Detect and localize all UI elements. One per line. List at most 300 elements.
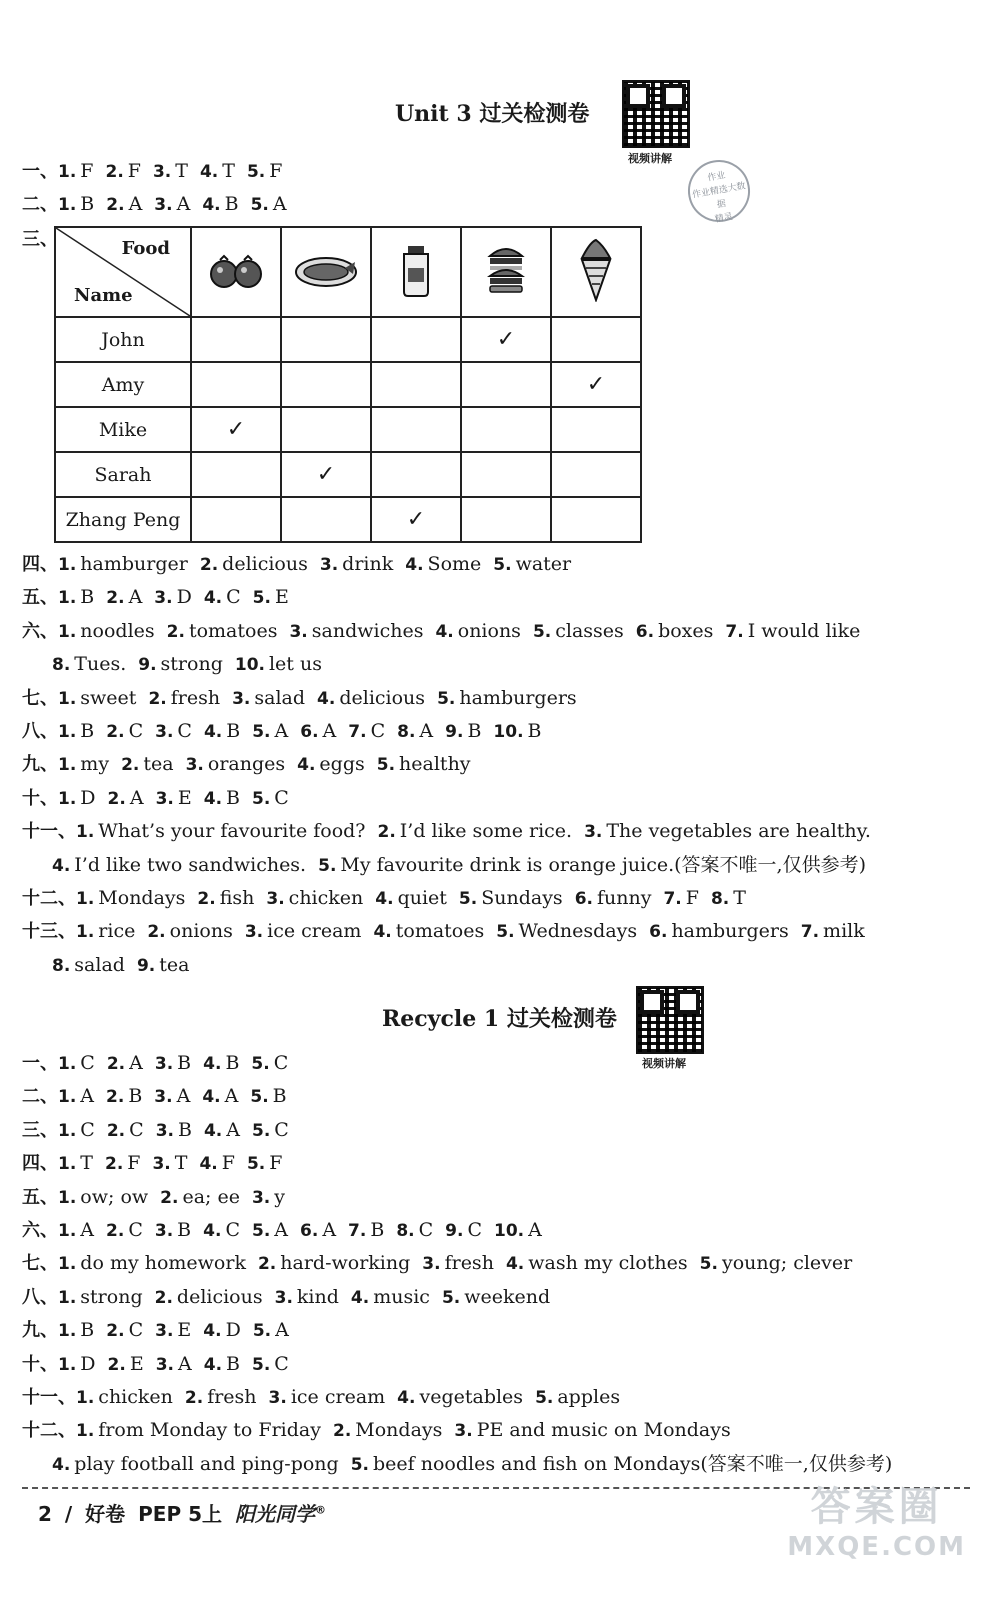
answer-line	[22, 1182, 297, 1212]
item-answer: fresh	[444, 1252, 494, 1275]
item-number: 1.	[58, 588, 77, 609]
item-number: 1.	[58, 1287, 77, 1308]
question-lead: 三、	[22, 1119, 58, 1141]
item-answer: A	[129, 786, 144, 809]
item-number: 2.	[154, 1287, 173, 1308]
item-answer: T	[733, 887, 746, 909]
check-cell	[551, 452, 641, 497]
item-answer: T	[174, 1152, 188, 1175]
question-lead: 四、	[22, 554, 58, 575]
item-number: 1.	[58, 1221, 77, 1241]
header-name: Name	[74, 285, 133, 306]
check-cell	[551, 317, 641, 362]
check-cell	[191, 452, 281, 497]
answer-item	[506, 1252, 688, 1274]
check-cell: ✓	[281, 452, 371, 497]
check-cell: ✓	[191, 407, 281, 452]
question-lead: 一、	[22, 161, 58, 182]
item-number: 6.	[300, 1221, 319, 1241]
item-number: 3.	[266, 889, 285, 909]
item-number: 3.	[454, 1421, 473, 1442]
item-answer: tomatoes	[188, 619, 278, 642]
item-number: 4.	[203, 588, 223, 609]
answer-item	[203, 1319, 241, 1341]
item-number: 5.	[350, 1454, 369, 1475]
check-cell	[281, 497, 371, 542]
answer-item	[58, 1085, 94, 1107]
item-answer: B	[226, 786, 240, 809]
answer-item	[200, 160, 235, 182]
item-answer: eggs	[319, 753, 365, 776]
item-number: 4.	[52, 855, 71, 876]
check-cell	[551, 407, 641, 452]
item-answer: A	[275, 1319, 289, 1342]
answer-item	[351, 1286, 430, 1308]
answer-item	[204, 1119, 240, 1141]
question-lead: 一、	[22, 1053, 58, 1074]
item-answer: sandwiches	[311, 619, 424, 642]
answer-item	[437, 687, 577, 709]
answer-item	[58, 1152, 93, 1174]
item-number: 5.	[251, 1221, 271, 1241]
question-lead: 三、	[22, 229, 58, 250]
ice-cream-icon	[576, 238, 616, 302]
answer-item	[148, 687, 220, 709]
answer-item	[58, 1286, 143, 1308]
item-number: 5.	[496, 922, 515, 943]
item-number: 2.	[332, 1421, 352, 1442]
item-answer: Mondays	[355, 1419, 443, 1442]
item-number: 4.	[203, 1354, 223, 1375]
item-answer: onions	[457, 619, 521, 642]
item-number: 3.	[289, 621, 308, 642]
item-number: 4.	[397, 1388, 416, 1408]
item-number: 6.	[574, 889, 593, 909]
item-number: 4.	[203, 1120, 223, 1141]
answer-item	[333, 1419, 442, 1441]
answer-item	[253, 586, 289, 608]
question-lead: 十一、	[22, 1387, 76, 1408]
item-number: 3.	[185, 755, 204, 776]
item-answer: delicious	[176, 1285, 263, 1308]
question-lead: 六、	[22, 1220, 58, 1241]
item-number: 3.	[232, 688, 251, 709]
answer-item	[58, 1119, 95, 1141]
item-number: 6.	[300, 722, 319, 742]
answer-item	[58, 687, 136, 709]
answer-line	[22, 1382, 632, 1412]
answer-item	[106, 1219, 143, 1241]
book-edition: PEP 5上	[138, 1502, 222, 1526]
item-number: 3.	[422, 1254, 441, 1275]
item-answer: Wednesdays	[518, 920, 638, 943]
answer-item	[156, 787, 192, 809]
answer-item	[200, 553, 308, 575]
answer-item	[154, 193, 190, 215]
qr-code-icon[interactable]	[636, 986, 704, 1054]
question-lead: 六、	[22, 620, 58, 642]
item-answer: C	[370, 720, 386, 742]
item-number: 1.	[58, 1087, 77, 1108]
item-number: 4.	[203, 1321, 222, 1342]
answer-item	[153, 160, 188, 182]
answer-item	[76, 1386, 173, 1408]
answer-item	[58, 586, 94, 608]
item-answer: A	[419, 720, 434, 742]
name-cell: John	[55, 317, 191, 362]
table-row	[55, 497, 641, 542]
check-cell	[281, 407, 371, 452]
name-cell: Zhang Peng	[55, 497, 191, 542]
answer-item	[351, 1453, 893, 1475]
item-answer: apples	[557, 1386, 621, 1408]
answer-item	[58, 753, 109, 775]
item-number: 1.	[76, 889, 95, 909]
answer-item	[204, 720, 240, 742]
answer-item	[247, 160, 282, 182]
answer-item	[108, 787, 144, 809]
stamp-text: 精灵	[714, 212, 734, 226]
answer-item	[649, 920, 789, 942]
item-answer: B	[224, 193, 239, 215]
item-number: 8.	[52, 655, 71, 676]
item-answer: fresh	[207, 1386, 257, 1408]
item-number: 4.	[375, 889, 394, 909]
check-cell	[281, 362, 371, 407]
item-number: 4.	[202, 1087, 221, 1108]
item-answer: F	[269, 160, 283, 182]
table-header-row	[55, 227, 641, 317]
item-answer: salad	[74, 953, 125, 976]
item-answer: B	[80, 586, 95, 609]
item-number: 4.	[203, 1221, 222, 1241]
item-answer: chicken	[98, 1386, 173, 1408]
item-number: 2.	[106, 722, 125, 742]
question-lead: 十二、	[22, 1420, 76, 1442]
book-name: 好卷	[85, 1502, 126, 1526]
answer-item	[252, 1186, 285, 1208]
item-answer: ow; ow	[80, 1185, 149, 1208]
item-answer: ice cream	[267, 920, 362, 943]
item-answer: F	[80, 160, 94, 182]
answer-item	[397, 1386, 523, 1408]
check-cell	[371, 362, 461, 407]
item-number: 1.	[58, 1187, 77, 1208]
item-number: 2.	[184, 1388, 204, 1408]
item-answer: kind	[296, 1285, 339, 1308]
item-answer: B	[80, 193, 95, 215]
item-answer: funny	[596, 887, 652, 909]
answer-item	[108, 1353, 144, 1375]
answer-item	[137, 954, 190, 976]
item-answer: hamburgers	[459, 686, 577, 709]
item-number: 3.	[274, 1287, 293, 1308]
answer-item	[58, 1052, 95, 1074]
item-answer: A	[272, 193, 287, 215]
answer-item	[445, 1219, 482, 1241]
answer-item	[397, 720, 433, 742]
answer-item	[250, 1085, 286, 1107]
answer-item	[493, 720, 541, 742]
qr-label: 视频讲解	[628, 152, 672, 165]
item-answer: water	[515, 553, 572, 575]
item-answer: Tues.	[74, 653, 127, 676]
item-answer: C	[129, 1118, 144, 1141]
item-number: 1.	[76, 822, 95, 843]
item-answer: strong	[160, 653, 223, 676]
answer-item	[373, 920, 484, 942]
answer-item	[167, 620, 278, 642]
answer-item	[76, 1419, 321, 1441]
item-answer: tomatoes	[395, 920, 485, 943]
item-answer: B	[370, 1219, 385, 1241]
item-number: 3.	[268, 1388, 287, 1408]
answer-line	[22, 716, 554, 746]
answer-item	[203, 1052, 239, 1074]
answer-item	[203, 1219, 240, 1241]
answer-item	[252, 1219, 288, 1241]
answer-line	[22, 582, 301, 612]
question-lead: 十二、	[22, 888, 76, 909]
item-answer: chicken	[288, 887, 364, 909]
item-answer: weekend	[464, 1285, 551, 1308]
item-answer: C	[128, 720, 144, 742]
item-answer: sweet	[80, 686, 137, 709]
answer-line	[52, 1449, 904, 1479]
hamburger-icon	[486, 242, 526, 298]
answer-item	[76, 920, 135, 942]
item-number: 5.	[535, 1388, 554, 1408]
question-lead: 五、	[22, 1186, 58, 1208]
item-number: 5.	[250, 195, 269, 215]
answer-item	[58, 1353, 96, 1375]
answer-item	[107, 1052, 143, 1074]
check-cell	[371, 407, 461, 452]
item-answer: A	[274, 1219, 289, 1241]
item-number: 3.	[584, 822, 603, 843]
item-answer: hard-working	[280, 1252, 411, 1275]
item-answer: A	[80, 1085, 95, 1108]
answer-line	[52, 649, 334, 679]
item-answer: A	[178, 1352, 192, 1375]
answer-item	[186, 753, 286, 775]
answer-item	[396, 1219, 433, 1241]
check-cell	[371, 452, 461, 497]
answer-item	[377, 753, 471, 775]
table-row	[55, 407, 641, 452]
item-number: 3.	[155, 788, 174, 809]
question-lead: 七、	[22, 687, 58, 709]
item-number: 2.	[106, 1221, 125, 1241]
item-number: 5.	[246, 162, 266, 182]
answer-item	[435, 620, 520, 642]
item-number: 7.	[725, 621, 744, 642]
answer-line	[22, 1215, 554, 1245]
item-answer: My favourite drink is orange juice.(答案不唯一,仅供参考)	[340, 853, 866, 876]
table-row	[55, 452, 641, 497]
question-lead: 二、	[22, 194, 58, 215]
answer-item	[253, 1319, 289, 1341]
item-number: 1.	[76, 1421, 95, 1442]
answer-item	[348, 1219, 384, 1241]
item-number: 1.	[58, 688, 77, 709]
item-number: 5.	[699, 1254, 718, 1275]
answer-item	[297, 753, 365, 775]
answer-item	[106, 1085, 142, 1107]
item-number: 8.	[396, 1221, 415, 1241]
answer-item	[76, 820, 366, 842]
answer-item	[405, 553, 481, 575]
check-cell	[461, 407, 551, 452]
tomatoes-icon	[206, 248, 266, 292]
table-row	[55, 362, 641, 407]
qr-code-icon[interactable]	[622, 80, 690, 148]
name-cell: Mike	[55, 407, 191, 452]
item-number: 9.	[136, 955, 156, 976]
item-answer: I’d like some rice.	[399, 820, 573, 843]
item-answer: E	[129, 1352, 144, 1375]
answer-item	[378, 820, 573, 842]
item-answer: tea	[143, 753, 174, 776]
check-cell: ✓	[371, 497, 461, 542]
question-lead: 十三、	[22, 921, 76, 943]
question-lead: 九、	[22, 754, 58, 776]
item-number: 6.	[635, 621, 655, 642]
item-number: 5.	[250, 1087, 269, 1108]
item-answer: A	[128, 586, 143, 609]
item-number: 1.	[58, 195, 77, 215]
item-answer: B	[527, 720, 542, 742]
answer-item	[52, 653, 126, 675]
item-number: 1.	[58, 1254, 77, 1275]
item-answer: healthy	[399, 753, 471, 776]
answer-item	[442, 1286, 550, 1308]
item-number: 5.	[458, 889, 478, 909]
question-lead: 八、	[22, 1286, 58, 1308]
item-answer: F	[685, 887, 699, 909]
item-number: 1.	[58, 555, 77, 575]
item-answer: C	[226, 586, 241, 609]
item-number: 9.	[138, 655, 157, 676]
watermark-bottom: MXQE.COM	[787, 1532, 966, 1562]
answer-item	[154, 586, 192, 608]
item-answer: The vegetables are healthy.	[606, 820, 871, 843]
item-answer: B	[128, 1085, 143, 1108]
answer-item	[160, 1186, 240, 1208]
answer-item	[252, 720, 288, 742]
answer-item	[202, 193, 238, 215]
item-number: 5.	[318, 855, 337, 876]
answer-item	[245, 920, 362, 942]
item-number: 6.	[649, 922, 668, 943]
item-answer: T	[175, 160, 188, 182]
item-answer: E	[177, 786, 192, 809]
item-number: 4.	[199, 1154, 218, 1175]
item-answer: Mondays	[98, 887, 186, 909]
item-answer: young; clever	[721, 1252, 853, 1275]
item-answer: fish	[219, 887, 255, 909]
item-number: 1.	[58, 162, 77, 182]
answer-item	[251, 1052, 288, 1074]
answer-line	[22, 1248, 864, 1278]
answer-item	[454, 1419, 730, 1441]
answer-item	[155, 1319, 191, 1341]
answer-item	[317, 687, 425, 709]
item-number: 8.	[52, 955, 71, 976]
item-answer: strong	[80, 1285, 143, 1308]
item-number: 5.	[246, 1154, 266, 1175]
item-number: 2.	[199, 555, 219, 575]
table-row	[55, 317, 641, 362]
food-col-fish	[281, 227, 371, 317]
item-answer: play football and ping-pong	[74, 1452, 339, 1475]
check-cell	[371, 317, 461, 362]
check-cell	[461, 452, 551, 497]
item-answer: ice cream	[290, 1386, 386, 1408]
answer-line	[22, 916, 877, 946]
item-answer: F	[269, 1152, 283, 1175]
item-answer: B	[177, 1052, 192, 1074]
item-number: 2.	[148, 688, 167, 709]
item-answer: D	[225, 1319, 241, 1342]
stamp-text: 作业	[706, 170, 727, 184]
item-number: 7.	[348, 1221, 367, 1241]
item-number: 1.	[58, 1154, 77, 1175]
item-number: 3.	[155, 1354, 174, 1375]
item-answer: Some	[427, 553, 482, 575]
watermark-top: 答案圈	[810, 1484, 943, 1530]
item-number: 3.	[155, 1321, 174, 1342]
answer-line	[22, 1315, 301, 1345]
item-answer: B	[272, 1085, 287, 1108]
item-number: 7.	[800, 922, 820, 943]
item-answer: beef noodles and fish on Mondays(答案不唯一,仅供参考)	[373, 1452, 893, 1475]
item-number: 4.	[202, 195, 221, 215]
answer-item	[204, 787, 240, 809]
check-cell	[551, 497, 641, 542]
registered-mark: ®	[314, 1503, 326, 1517]
table-header-corner	[55, 227, 191, 317]
answer-item	[300, 720, 336, 742]
item-number: 5.	[252, 588, 271, 609]
answer-item	[801, 920, 865, 942]
item-number: 3.	[154, 1221, 174, 1241]
item-answer: noodles	[80, 619, 155, 642]
item-number: 2.	[104, 1154, 124, 1175]
answer-item	[725, 620, 860, 642]
answer-line	[22, 1048, 300, 1078]
item-number: 2.	[160, 1187, 179, 1208]
answer-item	[199, 1152, 234, 1174]
item-number: 5.	[493, 555, 512, 575]
item-number: 4.	[350, 1287, 370, 1308]
item-answer: A	[224, 1085, 239, 1108]
page-number: 2	[38, 1502, 52, 1526]
answer-item	[251, 193, 287, 215]
item-answer: milk	[823, 920, 865, 943]
item-answer: wash my clothes	[528, 1252, 688, 1275]
item-number: 4.	[505, 1254, 525, 1275]
header-food: Food	[121, 238, 170, 259]
item-number: 8.	[710, 889, 730, 909]
item-answer: from Monday to Friday	[98, 1419, 321, 1442]
item-answer: oranges	[207, 753, 286, 776]
item-number: 3.	[154, 195, 173, 215]
food-table-body	[55, 317, 641, 542]
answer-line	[22, 883, 758, 913]
item-answer: B	[80, 1319, 95, 1342]
item-number: 1.	[76, 922, 95, 943]
